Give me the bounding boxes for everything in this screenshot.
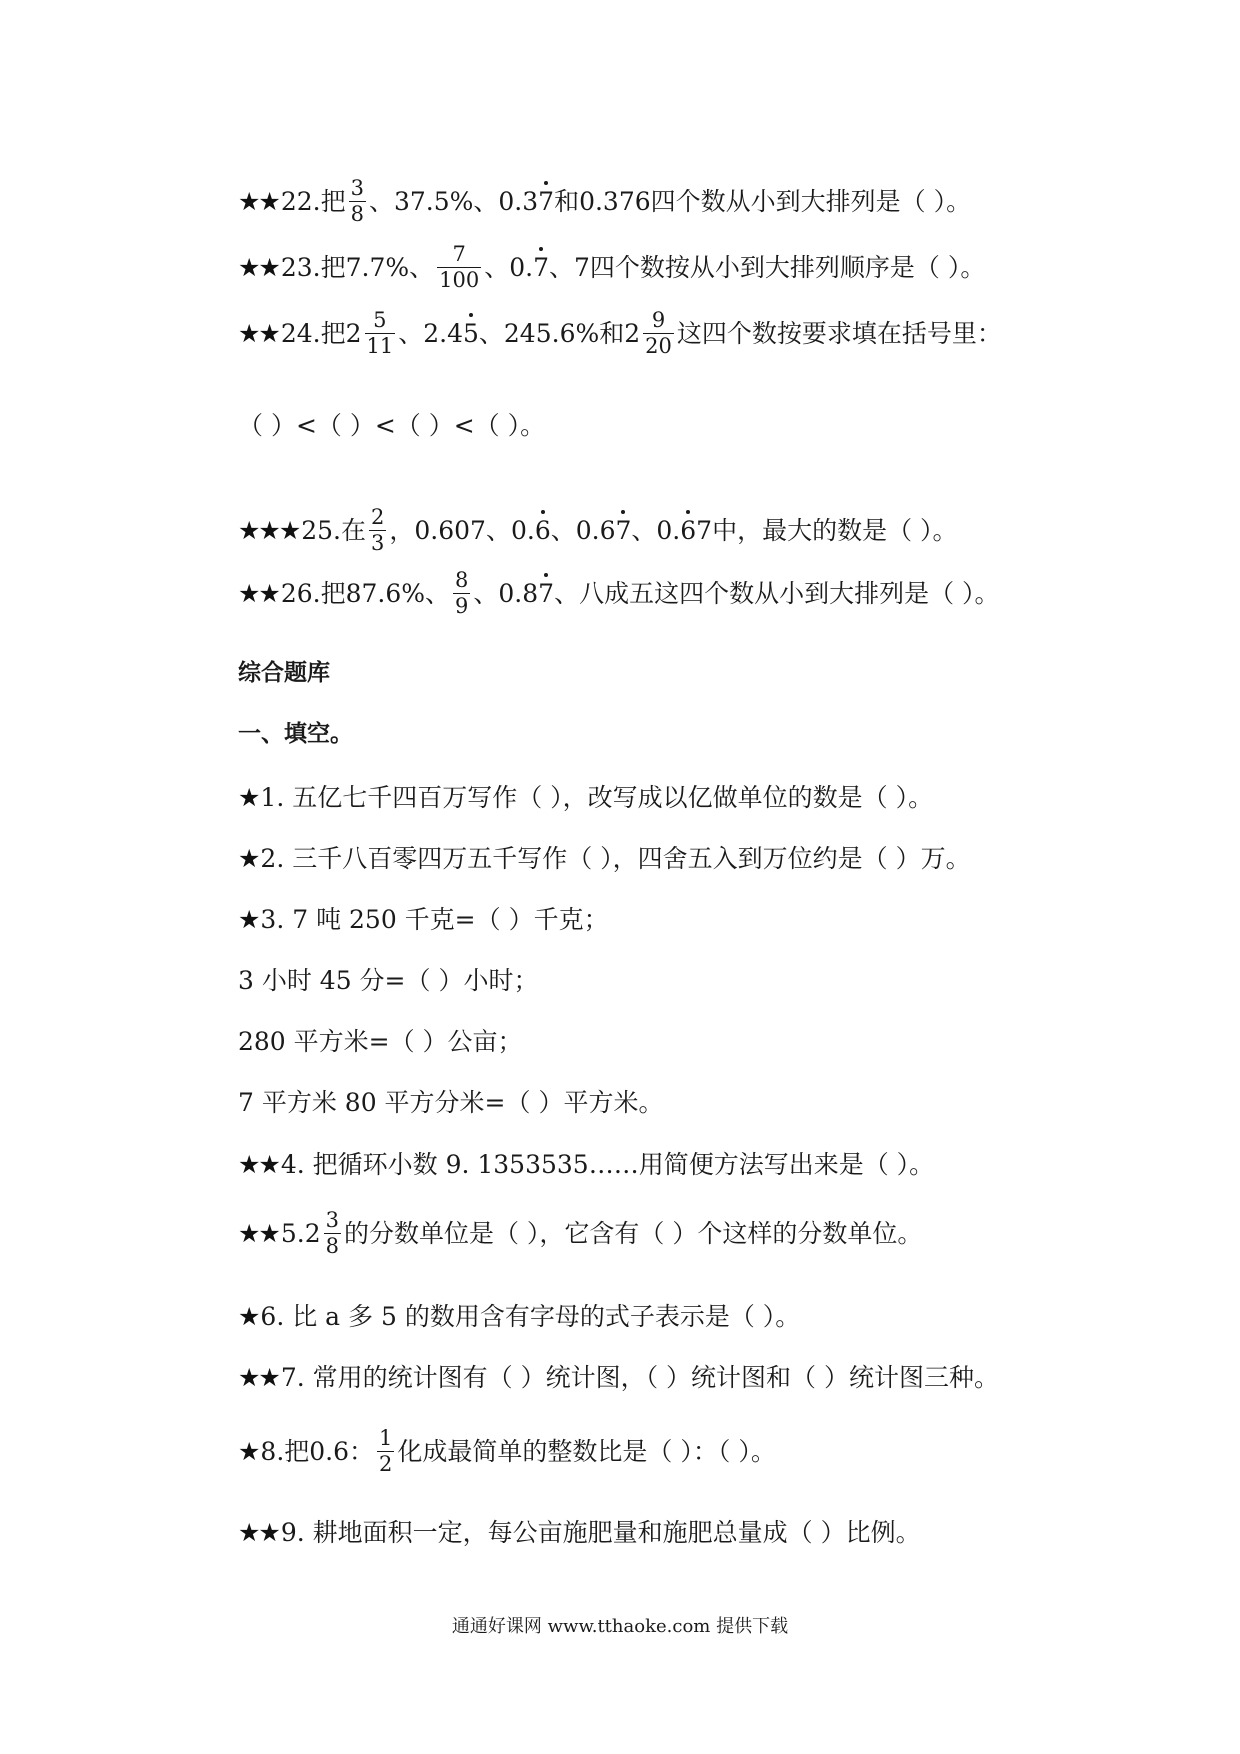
difficulty-stars: ★★★ bbox=[238, 516, 300, 545]
question-9: ★★ 9. 耕地面积一定，每公亩施肥量和施肥总量成（ ）比例。 bbox=[238, 1518, 921, 1547]
difficulty-stars: ★ bbox=[238, 1302, 259, 1331]
difficulty-stars: ★ bbox=[238, 905, 259, 934]
repeating-digit: 7 bbox=[538, 579, 555, 608]
repeating-digit: 6 bbox=[680, 516, 697, 545]
repeating-digit: 7 bbox=[538, 187, 555, 216]
question-24: ★★ 24.把 2 $\frac{5}{11}$ 、2.4 5 、245.6%和 2 $\frac{9}{20}$ 这四个数按要求填在括号里： bbox=[238, 308, 1002, 358]
fraction: $\frac{8}{9}$ bbox=[455, 568, 469, 618]
difficulty-stars: ★★ bbox=[238, 1363, 279, 1392]
question-1: ★ 1. 五亿七千四百万写作（ ），改写成以亿做单位的数是（ ）。 bbox=[238, 783, 934, 812]
question-5: ★★ 5. 2 $\frac{3}{8}$ 的分数单位是（ ），它含有（ ）个这样的分数单位。 bbox=[238, 1208, 923, 1258]
question-3-part-d: 7 平方米 80 平方分米=（ ）平方米。 bbox=[238, 1088, 664, 1117]
question-4: ★★ 4. 把循环小数 9. 1353535……用简便方法写出来是（ ）。 bbox=[238, 1150, 935, 1179]
question-6: ★ 6. 比 a 多 5 的数用含有字母的式子表示是（ ）。 bbox=[238, 1302, 801, 1331]
question-3: ★ 3. 7 吨 250 千克=（ ）千克； bbox=[238, 905, 609, 934]
question-7: ★★ 7. 常用的统计图有（ ）统计图，（ ）统计图和（ ）统计图三种。 bbox=[238, 1363, 999, 1392]
difficulty-stars: ★★ bbox=[238, 579, 279, 608]
fraction: $\frac{1}{2}$ bbox=[379, 1426, 393, 1476]
footer-credit: 通通好课网 www.tthaoke.com 提供下载 bbox=[451, 1616, 789, 1637]
question-24-blanks: （ ）<（ ）<（ ）<（ ）。 bbox=[238, 411, 546, 440]
difficulty-stars: ★★ bbox=[238, 187, 279, 216]
difficulty-stars: ★★ bbox=[238, 253, 279, 282]
section-title: 综合题库 bbox=[238, 660, 330, 686]
difficulty-stars: ★★ bbox=[238, 1150, 279, 1179]
question-23: ★★ 23.把7.7%、 $\frac{7}{100}$ 、0. 7 、7四个数按从小到大排列顺序是（ ）。 bbox=[238, 242, 986, 292]
question-3-part-c: 280 平方米=（ ）公亩； bbox=[238, 1027, 523, 1056]
repeating-digit: 6 bbox=[534, 516, 551, 545]
question-8: ★ 8.把0.6： $\frac{1}{2}$ 化成最简单的整数比是（ ）：（ ）。 bbox=[238, 1426, 776, 1476]
difficulty-stars: ★ bbox=[238, 1437, 259, 1466]
repeating-digit: 7 bbox=[615, 516, 632, 545]
mixed-number: 2 $\frac{3}{8}$ bbox=[304, 1208, 339, 1258]
fraction: $\frac{2}{3}$ bbox=[371, 505, 385, 555]
repeating-digit: 5 bbox=[463, 319, 479, 348]
mixed-number: 2 $\frac{9}{20}$ bbox=[624, 308, 672, 358]
fraction: $\frac{3}{8}$ bbox=[350, 176, 364, 226]
difficulty-stars: ★★ bbox=[238, 319, 279, 348]
difficulty-stars: ★★ bbox=[238, 1219, 279, 1248]
difficulty-stars: ★ bbox=[238, 844, 259, 873]
repeating-digit: 7 bbox=[533, 253, 549, 282]
question-26: ★★ 26.把87.6%、 $\frac{8}{9}$ 、0.8 7 、八成五这四个数从小到大排列是（ ）。 bbox=[238, 568, 1000, 618]
question-22: ★★ 22.把 $\frac{3}{8}$ 、37.5%、0.3 7 和0.376四个数从小到大排列是（ ）。 bbox=[238, 176, 972, 226]
part-title: 一、填空。 bbox=[238, 721, 353, 747]
mixed-number: 2 $\frac{5}{11}$ bbox=[345, 308, 394, 358]
difficulty-stars: ★ bbox=[238, 783, 259, 812]
fraction: $\frac{7}{100}$ bbox=[439, 242, 480, 292]
difficulty-stars: ★★ bbox=[238, 1518, 279, 1547]
question-3-part-b: 3 小时 45 分=（ ）小时； bbox=[238, 966, 539, 995]
question-25: ★★★ 25.在 $\frac{2}{3}$ ，0.607、0. 6 、0.6 7 、0. 6 7 中，最大的数是（ ）。 bbox=[238, 505, 958, 555]
question-2: ★ 2. 三千八百零四万五千写作（ ），四舍五入到万位约是（ ）万。 bbox=[238, 844, 971, 873]
